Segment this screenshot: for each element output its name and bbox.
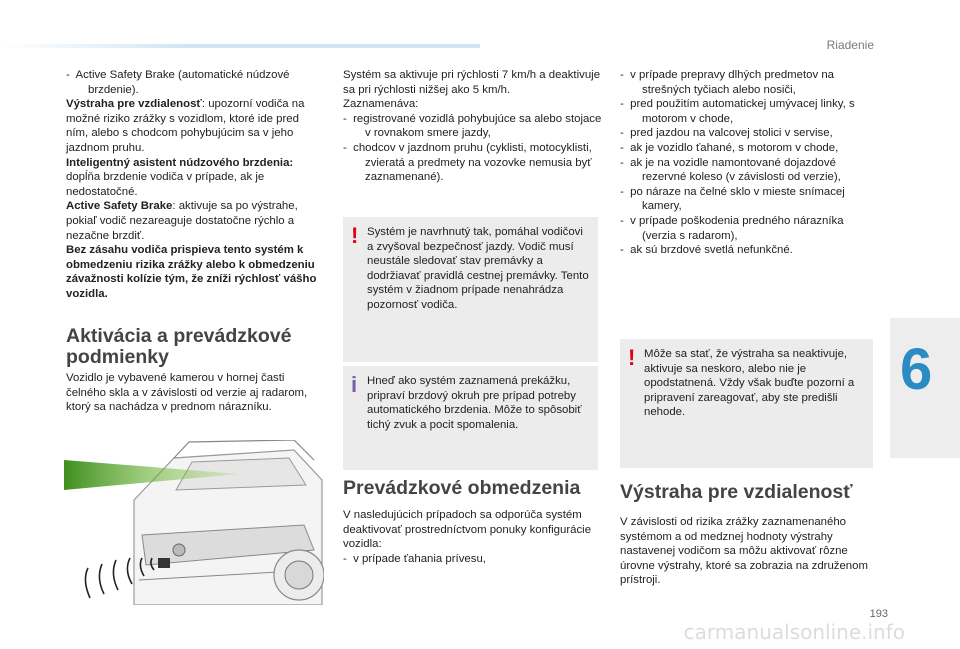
chapter-tab [890, 318, 960, 458]
list-item: - v prípade prepravy dlhých predmetov na strešných tyčiach alebo nosiči, [620, 69, 835, 96]
list-item: - ak je na vozidle namontované dojazdové rezervné koleso (v závislosti od verzie), [620, 156, 841, 184]
warning-box [620, 339, 873, 468]
info-text: Hneď ako systém zaznamená prekážku, pripraví brzdový okruh pre prípad potreby automatického brzdenia. Môže to spôsobiť tichý zvuk a pocit spomalenia. [367, 375, 582, 431]
definition: dopĺňa brzdenie vodiča v prípade, ak je nedostatočné. [66, 171, 265, 198]
paragraph: Systém sa aktivuje pri rýchlosti 7 km/h a deaktivuje sa pri rýchlosti nižšej ako 5 km/h. [343, 69, 601, 96]
paragraph: V závislosti od rizika zrážky zaznamenaného systémom a od medznej hodnoty výstrahy nastavenej vodičom sa môžu aktivovať rôzne úrovne výstrahy, ktoré sa zobrazia na združenom prístroji. [620, 516, 868, 587]
section-heading: Aktivácia a prevádzkové podmienky [66, 325, 292, 368]
list-item: - ak je vozidlo ťahané, s motorom v chode, [620, 141, 839, 154]
list-item: - Active Safety Brake (automatické núdzové brzdenie). [66, 69, 290, 96]
list-item: - v prípade ťahania prívesu, [343, 552, 486, 565]
column-1 [66, 68, 324, 302]
definition: : aktivuje sa po výstrahe, pokiaľ vodič nezareaguje dostatočne rýchlo a nezačne brzdiť. [66, 200, 298, 242]
warning-text: Systém je navrhnutý tak, pomáhal vodičovi a zvyšoval bezpečnosť jazdy. Vodič musí neustále sledovať stav premávky a dodržiavať pravidlá cestnej premávky. Tento systém v žiadnom prípade nenahrádza pozornosť vodiča. [367, 226, 589, 311]
term: Active Safety Brake [66, 200, 173, 213]
list-item: - registrované vozidlá pohybujúce sa alebo stojace v rovnakom smere jazdy, [343, 112, 602, 140]
car-front-camera-illustration [64, 440, 324, 605]
list-item: - chodcov v jazdnom pruhu (cyklisti, motocyklisti, zvieratá a predmety na vozovke nemusia byť zaznamenané). [343, 141, 592, 184]
watermark: carmanualsonline.info [683, 620, 905, 644]
list-item: - v prípade poškodenia predného nárazníka (verzia s radarom), [620, 214, 844, 242]
paragraph: Vozidlo je vybavené kamerou v hornej časti čelného skla a v závislosti od verzie aj radarom, ktorý sa nachádza v prednom nárazníku. [66, 372, 308, 414]
list-item: - po náraze na čelné sklo v mieste snímacej kamery, [620, 185, 845, 213]
paragraph: V nasledujúcich prípadoch sa odporúča systém deaktivovať prostredníctvom ponuky konfigurácie vozidla: [343, 509, 592, 551]
section-heading: Prevádzkové obmedzenia [343, 477, 581, 499]
column-2 [343, 68, 605, 185]
paragraph [66, 156, 324, 200]
info-box [343, 366, 598, 470]
info-icon: i [351, 372, 358, 397]
list-label: Zaznamenáva: [343, 98, 419, 111]
column-1-lower [66, 371, 324, 415]
bold-paragraph: Bez zásahu vodiča prispieva tento systém k obmedzeniu rizika zrážky alebo k obmedzeniu závažnosti kolízie tým, že zníži rýchlosť vášho vozidla. [66, 244, 317, 300]
column-3-lower [620, 515, 878, 588]
page-number: 193 [869, 608, 888, 620]
column-3 [620, 68, 878, 258]
term: Inteligentný asistent núdzového brzdenia: [66, 156, 294, 169]
paragraph [66, 97, 324, 155]
list-item: - ak sú brzdové svetlá nefunkčné. [620, 244, 793, 257]
paragraph [66, 199, 324, 243]
definition: : upozorní vodiča na možné riziko zrážky s vozidlom, ktoré ide pred ním, alebo s chodcom pohybujúcim sa v jeho jazdnom pruhu. [66, 98, 305, 154]
list-item: - pred jazdou na valcovej stolici v servise, [620, 127, 833, 140]
section-heading: Výstraha pre vzdialenosť [620, 481, 853, 503]
warning-icon: ! [628, 345, 636, 370]
chapter-number: 6 [900, 337, 933, 402]
warning-text: Môže sa stať, že výstraha sa neaktivuje, aktivuje sa neskoro, alebo nie je opodstatnená. Vždy však buďte pozorní a pripravení zareagovať, aby ste predišli nehode. [644, 348, 855, 419]
header-accent-bar [0, 44, 480, 48]
warning-icon: ! [351, 223, 359, 248]
column-2-lower [343, 508, 605, 566]
section-title: Riadenie [826, 38, 874, 52]
term: Výstraha pre vzdialenosť [66, 98, 202, 111]
warning-box [343, 217, 598, 362]
list-item: - pred použitím automatickej umývacej linky, s motorom v chode, [620, 98, 855, 125]
